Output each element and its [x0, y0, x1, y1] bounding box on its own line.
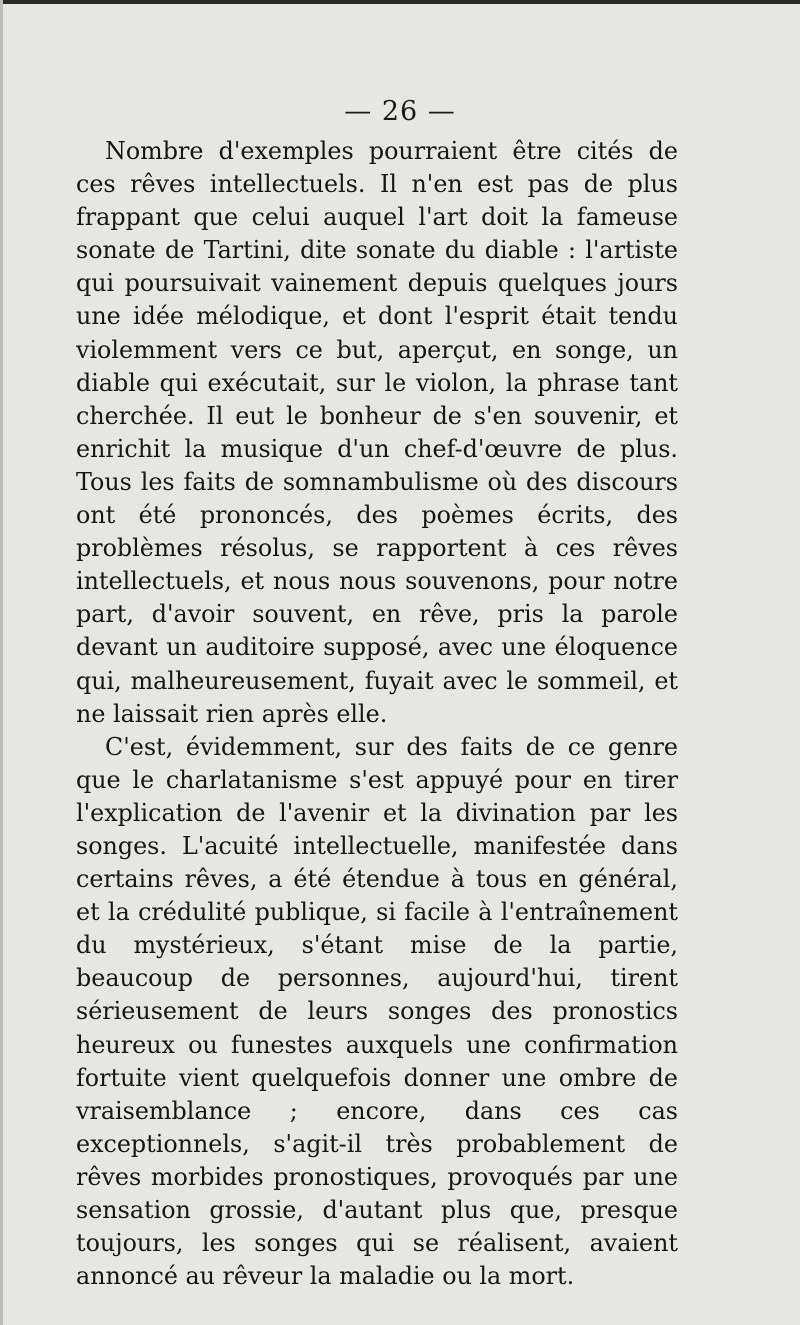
page-number: — 26 — — [344, 96, 456, 127]
scan-left-edge — [0, 0, 3, 1325]
paragraph-intellectual-dreams: Nombre d'exemples pourraient être cités de ces rêves intellectuels. Il n'en est pas de plus frappant que celui auquel l'art doit la fameuse sonate de Tartini, dite sonate du diable : l'artiste qui poursuivait vainement depuis quelques jours une idée mélodique, et dont l'esprit était tendu violemment vers ce but, aperçut, en songe, un diable qui exécutait, sur le violon, la phrase tant cherchée. Il eut le bonheur de s'en souvenir, et enrichit la musique d'un chef-d'œuvre de plus. Tous les faits de somnambulisme où des discours ont été prononcés, des poèmes écrits, des problèmes résolus, se rapportent à ces rêves intellectuels, et nous nous souvenons, pour notre part, d'avoir souvent, en rêve, pris la parole devant un auditoire supposé, avec une éloquence qui, malheureusement, fuyait avec le sommeil, et ne laissait rien après elle. — [76, 137, 678, 728]
body-text — [76, 135, 678, 1293]
paragraph-charlatanism: C'est, évidemment, sur des faits de ce genre que le charlatanisme s'est appuyé pour en tirer l'explication de l'avenir et la divination par les songes. L'acuité intellectuelle, manifestée dans certains rêves, a été étendue à tous en général, et la crédulité publique, si facile à l'entraînement du mystérieux, s'étant mise de la partie, beaucoup de personnes, aujourd'hui, tirent sérieusement de leurs songes des pronostics heureux ou funestes auxquels une confirmation fortuite vient quelquefois donner une ombre de vraisemblance ; encore, dans ces cas exceptionnels, s'agit-il très probablement de rêves morbides pronostiques, provoqués par une sensation grossie, d'autant plus que, presque toujours, les songes qui se réalisent, avaient annoncé au rêveur la maladie ou la mort. — [76, 732, 678, 1291]
scan-top-edge — [0, 0, 800, 4]
